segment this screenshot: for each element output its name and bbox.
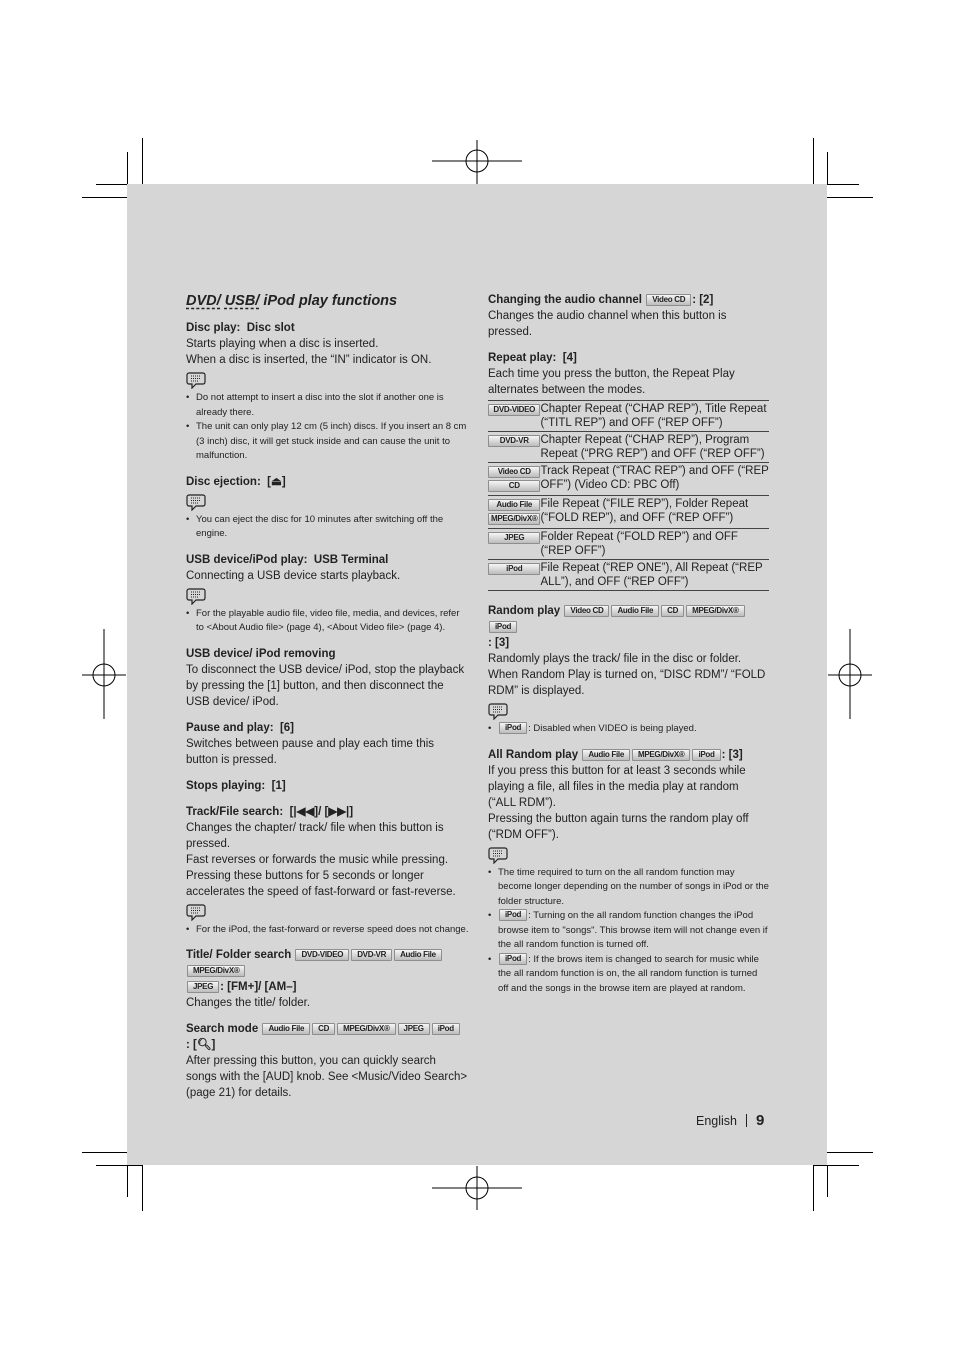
media-tag: iPod bbox=[488, 563, 540, 575]
media-tag: MPEG/DivX® bbox=[686, 605, 744, 617]
disc-play-text: When a disc is inserted, the “IN” indicator is ON. bbox=[186, 354, 432, 366]
media-tag: DVD-VIDEO bbox=[488, 404, 540, 416]
all-random-text: If you press this button for at least 3 seconds while playing a file, all files in the media play at random (“ALL RDM”). bbox=[488, 764, 746, 809]
note-item: • The unit can only play 12 cm (5 inch) discs. If you insert an 8 cm (3 inch) disc, it will get stuck inside and can cause the unit to malfunction. bbox=[186, 420, 469, 464]
media-tag: iPod bbox=[489, 621, 517, 633]
note-item: • Do not attempt to insert a disc into the slot if another one is already there. bbox=[186, 391, 469, 420]
random-heading: Random play Video CD Audio File CD MPEG/DivX®iPod : [3] bbox=[488, 603, 769, 651]
media-tag: Video CD bbox=[564, 605, 609, 617]
registration-mark-right bbox=[828, 629, 872, 719]
pause-text: Switches between pause and play each time this button is pressed. bbox=[186, 737, 435, 766]
media-tag: JPEG bbox=[488, 532, 540, 544]
note-icon bbox=[488, 702, 508, 720]
media-tag: iPod bbox=[499, 909, 527, 921]
media-tag: Audio File bbox=[394, 949, 442, 961]
disc-play-text: Starts playing when a disc is inserted. bbox=[186, 338, 379, 350]
table-cell: File Repeat (“FILE REP”), Folder Repeat (“FOLD REP”), and OFF (“REP OFF”) bbox=[540, 496, 769, 529]
note-icon bbox=[186, 903, 206, 921]
table-row bbox=[488, 529, 769, 560]
media-tag: CD bbox=[661, 605, 684, 617]
media-tag: Audio File bbox=[488, 499, 540, 511]
crop-mark bbox=[827, 1152, 873, 1153]
table-row bbox=[488, 560, 769, 591]
media-tag: iPod bbox=[432, 1023, 460, 1035]
table-cell: Folder Repeat (“FOLD REP”) and OFF (“REP OFF”) bbox=[540, 529, 769, 560]
media-tag: Video CD bbox=[488, 466, 540, 478]
track-search-text: Fast reverses or forwards the music while pressing. Pressing these buttons for 5 seconds or longer accelerates the speed of fast-forward or fast-reverse. bbox=[186, 853, 456, 898]
manual-page bbox=[127, 184, 827, 1165]
media-tag: DVD-VR bbox=[488, 435, 540, 447]
table-row bbox=[488, 432, 769, 463]
title-usb: USB/ bbox=[224, 293, 260, 309]
search-mode-heading: Search mode Audio File CD MPEG/DivX® JPEG iPod : [🔍︎] bbox=[186, 1021, 469, 1053]
crop-mark bbox=[82, 197, 128, 198]
crop-mark bbox=[127, 1165, 128, 1197]
all-random-text: Pressing the button again turns the random play off (“RDM OFF”). bbox=[488, 812, 749, 841]
note-icon bbox=[186, 371, 206, 389]
random-text: Randomly plays the track/ file in the disc or folder. When Random Play is turned on, “DISC RDM”/ “FOLD RDM” is displayed. bbox=[488, 653, 766, 697]
usb-remove-heading: USB device/ iPod removing bbox=[186, 647, 336, 660]
note-item: • For the playable audio file, video file, media, and devices, refer to <About Audio file> (page 4), <About Video file> (page 4). bbox=[186, 607, 469, 636]
media-tag: MPEG/DivX® bbox=[337, 1023, 395, 1035]
usb-play-heading: USB device/iPod play: USB Terminal bbox=[186, 553, 389, 566]
note-icon bbox=[186, 587, 206, 605]
crop-mark bbox=[96, 1165, 142, 1166]
table-cell: Track Repeat (“TRAC REP”) and OFF (“REP OFF”) (Video CD: PBC Off) bbox=[540, 463, 769, 496]
table-cell: File Repeat (“REP ONE”), All Repeat (“REP ALL”), and OFF (“REP OFF”) bbox=[540, 560, 769, 591]
table-row bbox=[488, 496, 769, 529]
repeat-heading: Repeat play: [4] bbox=[488, 352, 577, 364]
footer-language: English bbox=[696, 1114, 737, 1128]
crop-mark bbox=[82, 1152, 128, 1153]
left-column bbox=[186, 292, 469, 1101]
stop-heading: Stops playing: [1] bbox=[186, 779, 286, 792]
media-tag: Audio File bbox=[582, 749, 630, 761]
usb-remove-text: To disconnect the USB device/ iPod, stop the playback by pressing the [1] button, and then disconnect the USB device/ iPod. bbox=[186, 663, 465, 708]
section-title bbox=[186, 292, 469, 310]
media-tag: Audio File bbox=[611, 605, 659, 617]
crop-mark bbox=[127, 152, 128, 184]
media-tag: iPod bbox=[499, 953, 527, 965]
media-tag: Video CD bbox=[646, 294, 691, 306]
media-tag: MPEG/DivX® bbox=[187, 965, 245, 977]
usb-play-text: Connecting a USB device starts playback. bbox=[186, 569, 401, 582]
media-tag: CD bbox=[488, 480, 540, 492]
note-item: • The time required to turn on the all random function may become longer depending on the number of songs in iPod or the folder structure. bbox=[488, 866, 769, 910]
footer-divider bbox=[746, 1114, 747, 1127]
note-item: • iPod : If the brows item is changed to search for music while the all random function is on, the all random function is turned off and the songs in the browse item are played at random. bbox=[488, 953, 769, 997]
track-search-text: Changes the chapter/ track/ file when this button is pressed. bbox=[186, 821, 444, 850]
media-tag: MPEG/DivX® bbox=[632, 749, 690, 761]
track-search-heading: Track/File search: [|◀◀]/ [▶▶|] bbox=[186, 805, 354, 818]
crop-mark bbox=[827, 152, 828, 184]
media-tag: Audio File bbox=[262, 1023, 310, 1035]
table-row bbox=[488, 401, 769, 432]
crop-mark bbox=[827, 197, 873, 198]
note-item: • iPod : Turning on the all random function changes the iPod browse item to "songs". This browse item will not change even if the all random function is turned off. bbox=[488, 909, 769, 953]
repeat-text: Each time you press the button, the Repeat Play alternates between the modes. bbox=[488, 368, 735, 396]
note-icon bbox=[488, 846, 508, 864]
crop-mark bbox=[827, 1165, 828, 1197]
media-tag: iPod bbox=[692, 749, 720, 761]
media-tag: iPod bbox=[499, 722, 527, 734]
registration-mark-left bbox=[82, 629, 126, 719]
folder-search-text: Changes the title/ folder. bbox=[186, 997, 311, 1009]
table-cell: Chapter Repeat (“CHAP REP”), Title Repeat (“TITL REP”) and OFF (“REP OFF”) bbox=[540, 401, 769, 432]
right-column bbox=[488, 292, 769, 996]
registration-mark-bottom bbox=[432, 1166, 522, 1210]
note-item: • You can eject the disc for 10 minutes after switching off the engine. bbox=[186, 513, 469, 542]
table-row bbox=[488, 463, 769, 496]
note-item: • iPod : Disabled when VIDEO is being played. bbox=[488, 722, 769, 737]
disc-eject-heading: Disc ejection: [⏏] bbox=[186, 475, 286, 488]
note-icon bbox=[186, 493, 206, 511]
media-tag: CD bbox=[312, 1023, 335, 1035]
disc-play-heading: Disc play: Disc slot bbox=[186, 322, 295, 334]
note-item: • For the iPod, the fast-forward or reverse speed does not change. bbox=[186, 923, 469, 938]
repeat-mode-table bbox=[488, 400, 769, 591]
title-ipod: iPod play functions bbox=[263, 293, 398, 309]
page-number: 9 bbox=[756, 1112, 765, 1129]
table-cell: Chapter Repeat (“CHAP REP”), Program Repeat (“PRG REP”) and OFF (“REP OFF”) bbox=[540, 432, 769, 463]
crop-mark bbox=[813, 1165, 859, 1166]
pause-heading: Pause and play: [6] bbox=[186, 721, 295, 734]
media-tag: JPEG bbox=[187, 981, 219, 993]
title-dvd: DVD/ bbox=[186, 293, 221, 309]
media-tag: DVD-VIDEO bbox=[295, 949, 349, 961]
media-tag: DVD-VR bbox=[351, 949, 392, 961]
media-tag: MPEG/DivX® bbox=[488, 513, 540, 525]
page-footer bbox=[696, 1112, 764, 1129]
media-tag: JPEG bbox=[398, 1023, 430, 1035]
all-random-heading: All Random play Audio File MPEG/DivX® iPod : [3] bbox=[488, 748, 743, 761]
folder-search-heading: Title/ Folder search DVD-VIDEO DVD-VR Audio FileMPEG/DivX® JPEG : [FM+]/ [AM–] bbox=[186, 947, 469, 995]
audio-channel-text: Changes the audio channel when this button is pressed. bbox=[488, 310, 727, 338]
audio-channel-heading: Changing the audio channel Video CD : [2] bbox=[488, 294, 714, 306]
registration-mark-top bbox=[432, 140, 522, 184]
search-mode-text: After pressing this button, you can quickly search songs with the [AUD] knob. See <Music/Video Search> (page 21) for details. bbox=[186, 1055, 468, 1099]
